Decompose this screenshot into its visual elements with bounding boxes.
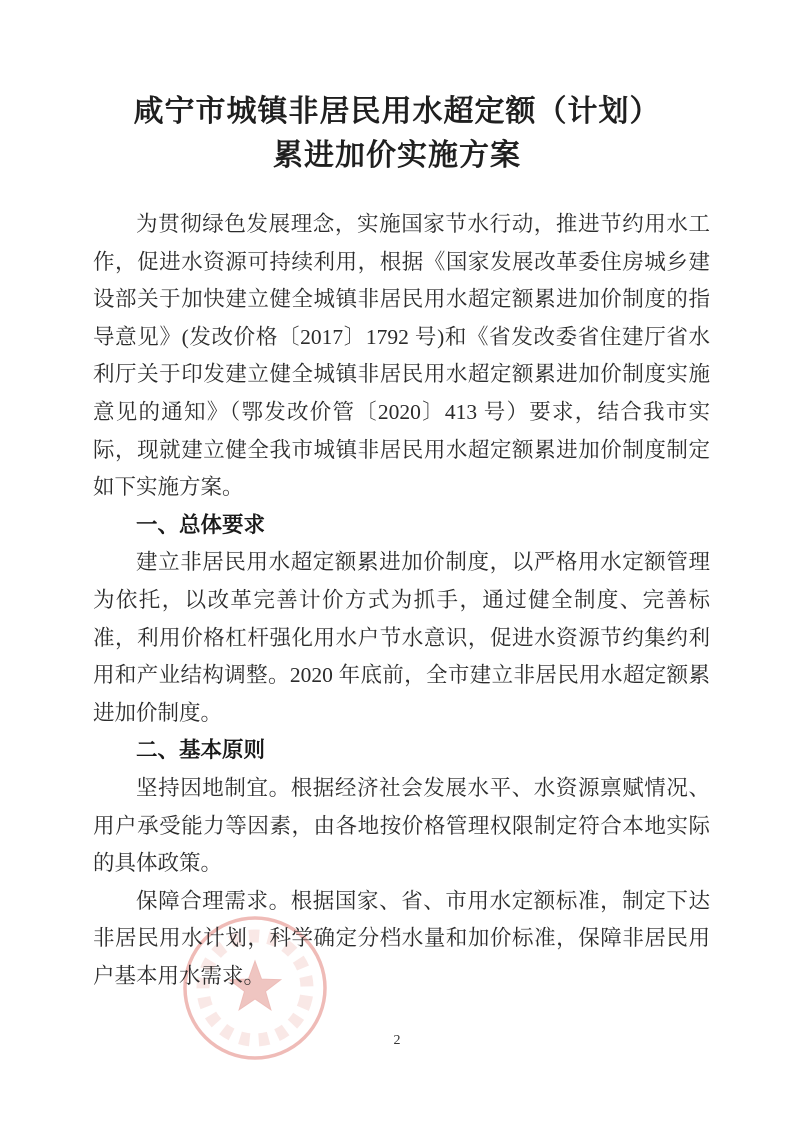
paragraph-principle-local-conditions: 坚持因地制宜。根据经济社会发展水平、水资源禀赋情况、用户承受能力等因素，由各地按价格管理权限制定符合本地实际的具体政策。 <box>93 775 710 876</box>
paragraph-overall-requirements: 建立非居民用水超定额累进加价制度，以严格用水定额管理为依托，以改革完善计价方式为抓手，通过健全制度、完善标准，利用价格杠杆强化用水户节水意识，促进水资源节约集约利用和产业结构调整。2020 年底前，全市建立非居民用水超定额累进加价制度。 <box>93 550 710 725</box>
paragraph-intro: 为贯彻绿色发展理念，实施国家节水行动，推进节约用水工作，促进水资源可持续利用，根据《国家发展改革委住房城乡建设部关于加快建立健全城镇非居民用水超定额累进加价制度的指导意见》(发改价格〔2017〕1792 号)和《省发改委省住建厅省水利厅关于印发建立健全城镇非居民用水超定额累进加价制度实施意见的通知》（鄂发改价管〔2020〕413 号）要求，结合我市实际，现就建立健全我市城镇非居民用水超定额累进加价制度制定如下实施方案。 <box>93 212 710 500</box>
document-title <box>0 90 794 178</box>
document-body <box>93 206 710 995</box>
page-number: 2 <box>393 1033 401 1048</box>
title-line-1: 咸宁市城镇非居民用水超定额（计划） <box>133 95 661 128</box>
paragraph-principle-reasonable-needs: 保障合理需求。根据国家、省、市用水定额标准，制定下达非居民用水计划，科学确定分档水量和加价标准，保障非居民用户基本用水需求。 <box>93 888 710 988</box>
title-line-2: 累进加价实施方案 <box>273 139 521 172</box>
section-heading-overall-requirements: 一、总体要求 <box>136 512 266 537</box>
section-heading-basic-principles: 二、基本原则 <box>136 738 266 763</box>
